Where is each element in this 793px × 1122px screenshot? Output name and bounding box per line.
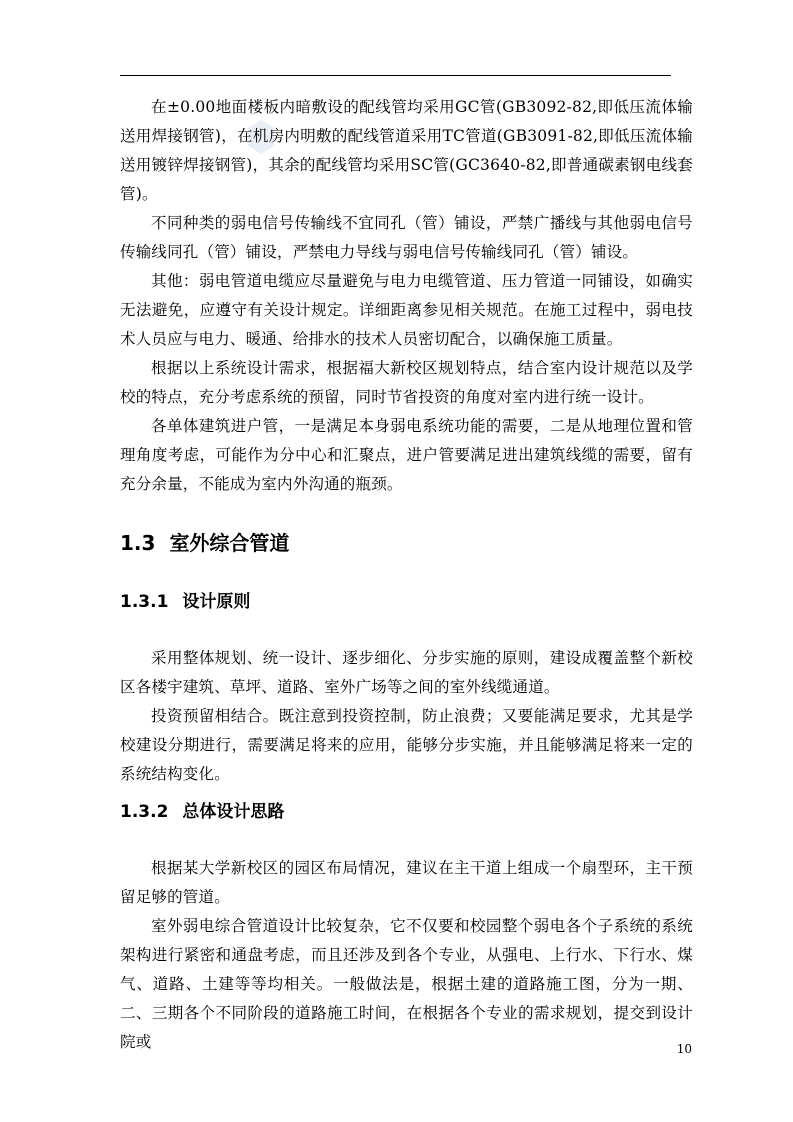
paragraph-design-principle: 采用整体规划、统一设计、逐步细化、分步实施的原则，建设成覆盖整个新校区各楼宇建筑、草坪、道路、室外广场等之间的室外线缆通道。 [120,649,693,696]
paragraph-other-requirements: 其他：弱电管道电缆应尽量避免与电力电缆管道、压力管道一同铺设，如确实无法避免，应遵守有关设计规定。详细距离参见相关规范。在施工过程中，弱电技术人员应与电力、暖通、给排水的技术人员密切配合，以确保施工质量。 [120,272,693,348]
section-number: 1.3 [120,531,156,555]
document-body [120,93,693,1057]
section-title: 总体设计思路 [182,802,285,822]
header-rule [120,75,671,76]
paragraph-complexity: 室外弱电综合管道设计比较复杂，它不仅要和校园整个弱电各个子系统的系统架构进行紧密和通盘考虑，而且还涉及到各个专业，从强电、上行水、下行水、煤气、道路、土建等等均相关。一般做法是，根据土建的道路施工图，分为一期、二、三期各个不同阶段的道路施工时间，在根据各个专业的需求规划，提交到设计院或 [120,917,693,1051]
paragraph-investment: 投资预留相结合。既注意到投资控制，防止浪费；又要能满足要求，尤其是学校建设分期进行，需要满足将来的应用，能够分步实施，并且能够满足将来一定的系统结构变化。 [120,707,693,783]
section-title: 室外综合管道 [169,531,290,555]
section-number: 1.3.2 [120,802,169,822]
paragraph-no-shared-conduit: 不同种类的弱电信号传输线不宜同孔（管）铺设，严禁广播线与其他弱电信号传输线同孔（管）铺设，严禁电力导线与弱电信号传输线同孔（管）铺设。 [120,214,693,261]
section-heading-1-3 [120,525,693,585]
paragraph-indoor-design: 根据以上系统设计需求，根据福大新校区规划特点，结合室内设计规范以及学校的特点，充分考虑系统的预留，同时节省投资的角度对室内进行统一设计。 [120,359,693,406]
section-heading-1-3-2 [120,795,693,854]
paragraph-campus-layout: 根据某大学新校区的园区布局情况，建议在主干道上组成一个扇型环，主干预留足够的管道。 [120,859,693,906]
section-number: 1.3.1 [120,592,169,612]
page-number: 10 [676,1042,692,1056]
paragraph-entrance-conduit: 各单体建筑进户管，一是满足本身弱电系统功能的需要，二是从地理位置和管理角度考虑，可能作为分中心和汇聚点，进户管要满足进出建筑线缆的需要，留有充分余量，不能成为室内外沟通的瓶颈。 [120,417,693,493]
paragraph-pipe-types: 在±0.00地面楼板内暗敷设的配线管均采用GC管(GB3092-82,即低压流体输送用焊接钢管)，在机房内明敷的配线管道采用TC管道(GB3091-82,即低压流体输送用镀锌焊接钢管)，其余的配线管均采用SC管(GC3640-82,即普通碳素钢电线套管)。 [120,98,693,203]
section-title: 设计原则 [182,592,251,612]
section-heading-1-3-1 [120,585,693,644]
